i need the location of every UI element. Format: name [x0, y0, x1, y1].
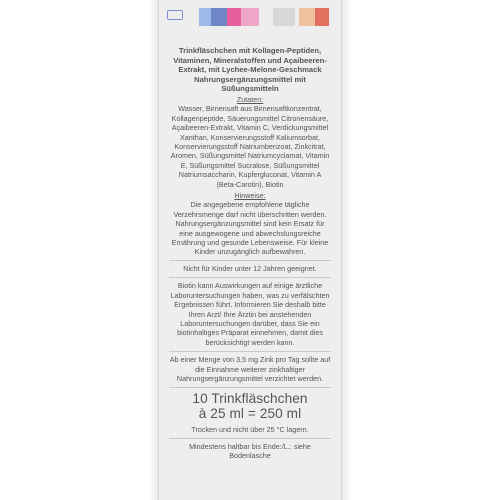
- biotin-notice: Biotin kann Auswirkungen auf einige ärztliche Laboruntersuchungen haben, was zu verfälschten Ergebnissen führt. Informieren Sie deshalb bitte Ihren Arzt/ Ihre Ärztin bei anstehenden Laboruntersuchungen darüber, dass Sie ein biotinhaltiges Präparat einnehmen, damit dies berücksichtigt werden kann.: [170, 281, 330, 347]
- divider: [169, 260, 331, 261]
- top-color-strip: [159, 0, 341, 36]
- divider: [169, 277, 331, 278]
- recycling-mark-icon: [167, 10, 183, 20]
- strip-block-blue: [211, 8, 227, 26]
- divider: [169, 351, 331, 352]
- divider: [169, 387, 331, 388]
- strip-block-red: [315, 8, 329, 26]
- product-title: Trinkfläschchen mit Kollagen-Peptiden, Vitaminen, Mineralstoffen und Açaibeeren-Extrakt, mit Lychee-Melone-Geschmack: [173, 46, 327, 75]
- product-box-side: [158, 0, 342, 500]
- label-text-panel: [169, 46, 331, 465]
- ingredients-heading: Zutaten:: [236, 94, 264, 104]
- children-warning: Nicht für Kinder unter 12 Jahren geeignet.: [183, 263, 317, 273]
- strip-block-light-pink: [241, 8, 259, 26]
- ingredients-text: Wasser, Birnensaft aus Birnensaftkonzentrat, Kollagenpeptide, Säuerungsmittel Citronensäure, Açaibeeren-Extrakt, Vitamin C, Verdickungsmittel Xanthan, Konservierungsstoff Kaliumsorbat, Konservierungsstoff Natriumbenzoat, Zinkcitrat, Aromen, Süßungsmittel Natriumcyclamat, Vitamin E, Süßungsmittel Sucralose, Süßungsmittel Natriumsaccharin, Kupfergluconat, Vitamin A (Beta-Carotin), Biotin: [170, 104, 330, 189]
- quantity-line-1: 10 Trinkfläschchen: [192, 391, 308, 407]
- product-subtitle: Nahrungsergänzungsmittel mit Süßungsmitteln: [194, 74, 306, 94]
- quantity-line-2: à 25 ml = 250 ml: [198, 406, 302, 422]
- storage-text: Trocken und nicht über 25 °C lagern.: [191, 425, 309, 435]
- strip-block-light-blue: [199, 8, 211, 26]
- divider: [169, 438, 331, 439]
- strip-block-grey: [273, 8, 295, 26]
- strip-block-peach: [299, 8, 315, 26]
- zinc-notice: Ab einer Menge von 3,5 mg Zink pro Tag sollte auf die Einnahme weiterer zinkhaltiger Nahrungsergänzungsmittel verzichtet werden.: [169, 355, 331, 383]
- best-before-text: Mindestens haltbar bis Ende:/L.: siehe Bodenlasche: [189, 441, 311, 461]
- notes-heading: Hinweise:: [234, 191, 266, 201]
- strip-block-pink: [227, 8, 241, 26]
- notes-text: Die angegebene empfohlene tägliche Verzehrsmenge darf nicht überschritten werden. Nahrungsergänzungsmittel sind kein Ersatz für eine ausgewogene und abwechslungsreiche Ernährung und gesunde Lebensweise. Für kleine Kinder unzugänglich aufbewahren.: [171, 200, 329, 257]
